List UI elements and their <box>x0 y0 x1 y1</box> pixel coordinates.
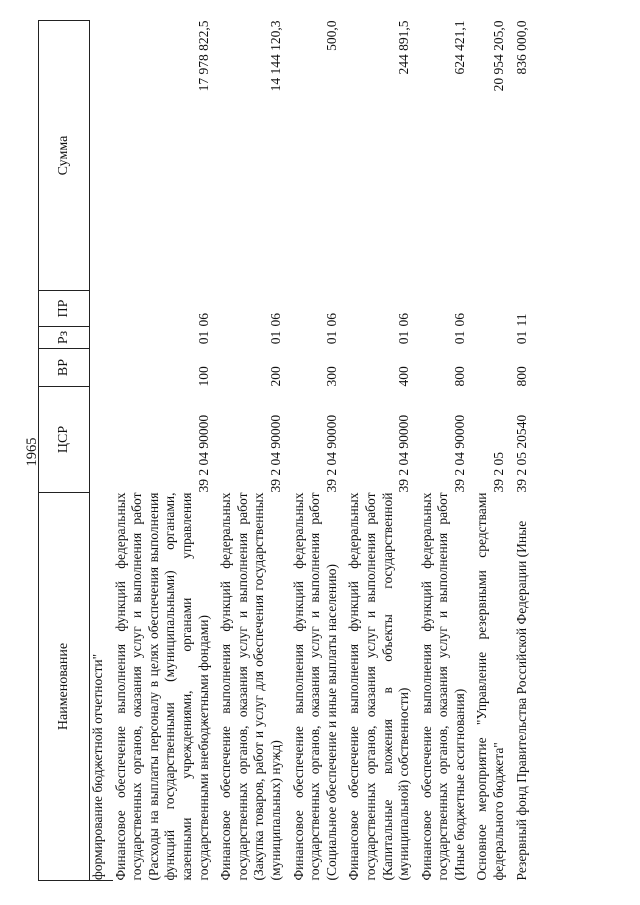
row-rz <box>474 327 507 349</box>
header-name: Наименование <box>39 493 90 881</box>
table-header-row <box>39 21 90 881</box>
header-sum: Сумма <box>39 21 90 291</box>
header-pr: ПР <box>39 291 90 327</box>
row-pr: 06 <box>396 313 412 327</box>
row-csr: 39 2 04 90000 <box>195 414 211 493</box>
row-csr: 39 2 05 20540 <box>513 414 529 493</box>
row-csr: 39 2 05 <box>491 452 507 493</box>
row-vr: 100 <box>195 366 211 387</box>
row-csr: 39 2 04 90000 <box>396 414 412 493</box>
table-row <box>346 21 412 881</box>
header-vr: ВР <box>39 349 90 387</box>
row-pr: 06 <box>195 313 211 327</box>
table-row <box>90 21 113 881</box>
row-pr: 06 <box>451 313 467 327</box>
row-name: Финансовое обеспечение выполнения функций федеральных государственных органов, оказания услуг и выполнения работ (Расходы на выплаты персоналу в целях обеспечения выполнения функций государственными (муниципальными) органами, казенными учреждениями, органами управления государственными внебюджетными фондами) <box>112 492 211 881</box>
row-sum: 20 954 205,0 <box>491 20 507 92</box>
header-csr: ЦСР <box>39 387 90 493</box>
table-row <box>113 21 213 881</box>
row-name: Финансовое обеспечение выполнения функций федеральных государственных органов, оказания услуг и выполнения работ (Закупка товаров, работ и услуг для обеспечения государственных (муниципальных) нужд) <box>218 492 283 881</box>
rotated-page-content <box>38 21 606 881</box>
budget-table <box>38 20 530 881</box>
row-name: Финансовое обеспечение выполнения функций федеральных государственных органов, оказания услуг и выполнения работ (Капитальные вложения в объекты государственной (муниципальной) собственности) <box>346 492 412 881</box>
row-rz: 01 <box>267 330 283 345</box>
row-rz: 01 <box>451 330 467 345</box>
row-sum: 14 144 120,3 <box>267 20 283 92</box>
table-row <box>218 21 284 881</box>
row-vr: 200 <box>267 366 283 387</box>
row-rz: 01 <box>195 330 211 345</box>
row-name: формирование бюджетной отчетности" <box>90 493 113 881</box>
row-pr: 11 <box>513 313 529 327</box>
row-csr: 39 2 04 90000 <box>451 414 467 493</box>
row-rz: 01 <box>323 330 339 345</box>
row-sum: 17 978 822,5 <box>195 20 211 92</box>
row-name: Основное мероприятие "Управление резервными средствами федерального бюджета" <box>474 492 507 881</box>
row-rz: 01 <box>513 330 529 345</box>
row-csr: 39 2 04 90000 <box>323 414 339 493</box>
table-row <box>291 21 341 881</box>
row-name: Финансовое обеспечение выполнения функций федеральных государственных органов, оказания услуг и выполнения работ (Иные бюджетные ассигнования) <box>418 492 467 881</box>
row-pr: 06 <box>323 313 339 327</box>
table-row <box>474 21 507 881</box>
row-pr <box>90 291 113 327</box>
row-rz: 01 <box>396 330 412 345</box>
row-sum: 244 891,5 <box>396 20 412 75</box>
row-vr: 800 <box>513 366 529 387</box>
row-vr: 300 <box>323 366 339 387</box>
row-name: Финансовое обеспечение выполнения функций федеральных государственных органов, оказания услуг и выполнения работ (Социальное обеспечение и иные выплаты населению) <box>290 492 339 881</box>
row-rz <box>90 327 113 349</box>
row-csr: 39 2 04 90000 <box>267 414 283 493</box>
row-vr: 800 <box>451 366 467 387</box>
table-row <box>419 21 469 881</box>
row-sum <box>90 21 113 291</box>
row-sum: 624 421,1 <box>451 20 467 75</box>
header-rz: Рз <box>39 327 90 349</box>
table-row <box>514 21 531 881</box>
page-number: 1965 <box>24 437 40 467</box>
row-vr <box>474 349 507 387</box>
row-sum: 500,0 <box>323 20 339 51</box>
row-name: Резервный фонд Правительства Российской Федерации (Иные <box>513 520 529 881</box>
row-vr: 400 <box>396 366 412 387</box>
row-csr <box>90 387 113 493</box>
row-pr: 06 <box>267 313 283 327</box>
row-vr <box>90 349 113 387</box>
row-sum: 836 000,0 <box>513 20 529 75</box>
row-pr <box>474 291 507 327</box>
